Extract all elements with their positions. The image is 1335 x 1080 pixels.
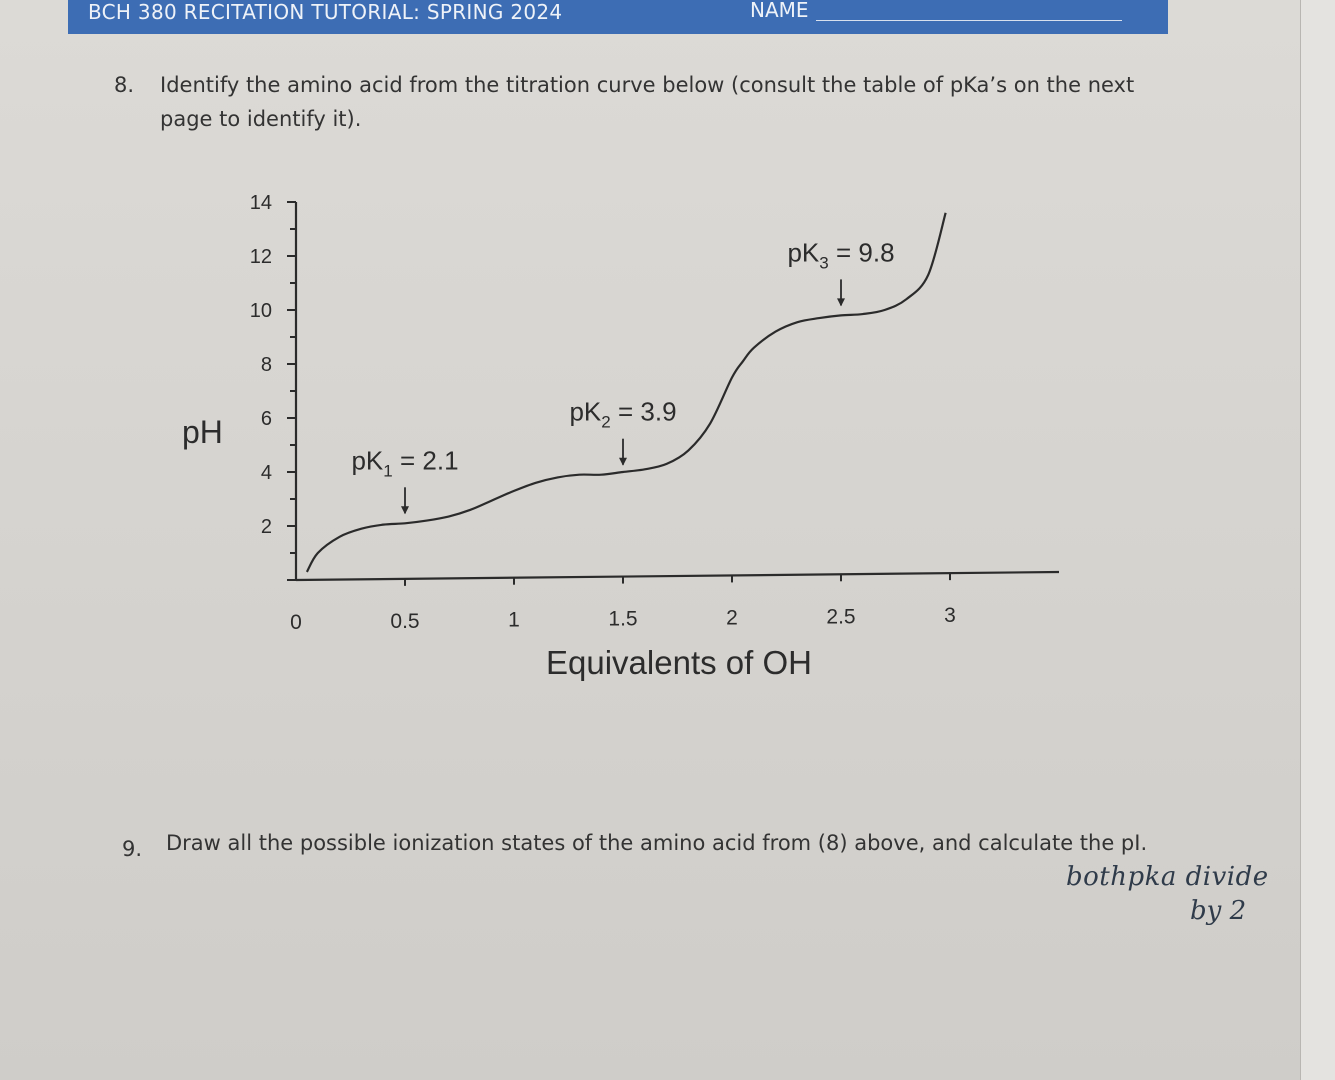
question-9-text: Draw all the possible ionization states of the amino acid from (8) above, and calculate the pI.	[166, 831, 1148, 855]
x-tick-label: 1	[508, 608, 520, 632]
x-tick-label: 0	[290, 611, 302, 634]
x-ticks	[290, 573, 956, 634]
question-8-number: 8.	[114, 73, 135, 97]
x-tick-label: 3	[944, 604, 956, 628]
y-tick-label: 2	[260, 516, 272, 538]
y-tick-label: 12	[249, 246, 272, 268]
pk-arrowhead-3	[837, 298, 845, 306]
header-title: BCH 380 RECITATION TUTORIAL: SPRING 2024	[88, 0, 563, 24]
y-tick-label: 10	[249, 300, 272, 322]
pk-label-3: $pK_3 = 9.8$	[787, 237, 895, 273]
x-tick-label: 1.5	[608, 607, 638, 631]
y-tick-label: 8	[260, 354, 272, 376]
y-tick-label: 4	[260, 462, 272, 484]
pk-label-1: $pK_1 = 2.1$	[351, 445, 459, 481]
pk-arrowhead-1	[401, 506, 409, 514]
x-tick-label: 2	[726, 606, 738, 630]
x-axis-line	[296, 572, 1059, 580]
y-axis-label: pH	[182, 414, 223, 450]
name-label: NAME	[750, 0, 809, 22]
question-8-text: Identify the amino acid from the titration curve below (consult the table of pKa’s on the next page to identify it).	[160, 73, 1135, 131]
x-axis-label: Equivalents of OH	[546, 644, 812, 681]
pk-label-2: $pK_2 = 3.9$	[569, 396, 677, 432]
y-ticks	[250, 192, 296, 580]
x-tick-label: 0.5	[390, 609, 420, 633]
x-tick-label: 2.5	[826, 605, 856, 629]
handwritten-note-line1: bothpka divide	[1066, 862, 1269, 892]
pk-arrowhead-2	[619, 458, 627, 466]
y-tick-label: 6	[260, 408, 272, 430]
y-tick-label: 14	[249, 192, 272, 214]
handwritten-note-line2: by 2	[1190, 896, 1247, 926]
question-9-number: 9.	[122, 837, 143, 861]
